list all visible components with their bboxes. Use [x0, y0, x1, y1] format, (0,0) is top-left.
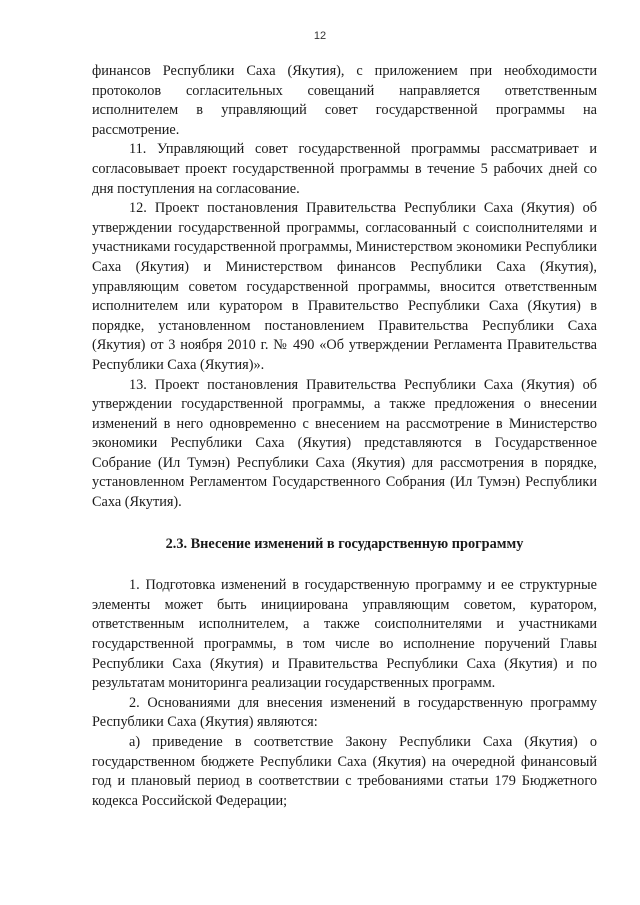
page-number: 12 [313, 30, 327, 42]
paragraph-1: 1. Подготовка изменений в государственную программу и ее структурные элементы может быть инициирована управляющим советом, куратором, ответственным исполнителем, а также соисполнителями и участниками государственной программы, в том числе во исполнение поручений Главы Республики Саха (Якутия) и Правительства Республики Саха (Якутия) и по результатам мониторинга реализации государственных программ. [92, 577, 597, 692]
paragraph-13: 13. Проект постановления Правительства Республики Саха (Якутия) об утверждении государственной программы, а также предложения о внесении изменений в него одновременно с внесением на рассмотрение в Министерство экономики Республики Саха (Якутия) представляются в Государственное Собрание (Ил Тумэн) Республики Саха (Якутия) для рассмотрения в порядке, установленном Регламентом Государственного Собрания (Ил Тумэн) Республики Саха (Якутия). [92, 376, 597, 511]
paragraph-2: 2. Основаниями для внесения изменений в государственную программу Республики Саха (Якутия) являются: [92, 694, 597, 731]
document-body [92, 62, 597, 811]
paragraph-12: 12. Проект постановления Правительства Республики Саха (Якутия) об утверждении государственной программы, согласованный с соисполнителями и участниками государственной программы, Министерством экономики Республики Саха (Якутия) и Министерством финансов Республики Саха (Якутия), управляющим советом государственной программы, вносится ответственным исполнителем или куратором в Правительство Республики Саха (Якутия) в порядке, установленном постановлением Правительства Республики Саха (Якутия) от 3 ноября 2010 г. № 490 «Об утверждении Регламента Правительства Республики Саха (Якутия)». [92, 200, 597, 373]
section-heading: 2.3. Внесение изменений в государственную программу [165, 535, 524, 552]
paragraph-continuation: финансов Республики Саха (Якутия), с приложением при необходимости протоколов согласительных совещаний направляется ответственным исполнителем в управляющий совет государственной программы на рассмотрение. [92, 63, 597, 138]
paragraph-2a: а) приведение в соответствие Закону Республики Саха (Якутия) о государственном бюджете Республики Саха (Якутия) на очередной финансовый год и плановый период в соответствии с требованиями статьи 179 Бюджетного кодекса Российской Федерации; [92, 734, 597, 809]
paragraph-11: 11. Управляющий совет государственной программы рассматривает и согласовывает проект государственной программы в течение 5 рабочих дней со дня поступления на согласование. [92, 141, 597, 197]
